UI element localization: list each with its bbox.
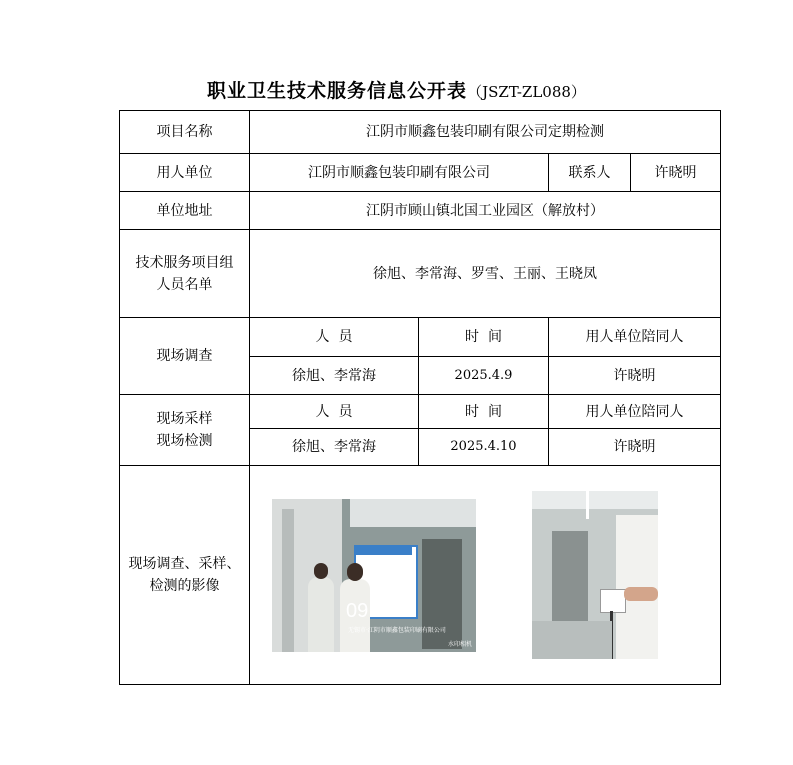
survey-people: 徐旭、李常海 [250, 357, 419, 395]
sampling-label-line1: 现场采样 [156, 411, 213, 427]
project-name-label: 项目名称 [120, 111, 250, 154]
photo1-caption: 无锡市·江阴市顺鑫包装印刷有限公司 [348, 626, 446, 634]
site-survey-photo [272, 499, 476, 652]
employer-label: 用人单位 [120, 154, 250, 192]
sampling-col-escort: 用人单位陪同人 [549, 395, 721, 429]
row-survey-header [120, 318, 721, 357]
survey-col-escort: 用人单位陪同人 [549, 318, 721, 357]
project-name-value: 江阴市顺鑫包装印刷有限公司定期检测 [250, 111, 721, 154]
images-label [120, 466, 250, 685]
address-label: 单位地址 [120, 192, 250, 230]
row-employer [120, 154, 721, 192]
images-label-line1: 现场调查、采样、 [128, 556, 241, 572]
row-project-name [120, 111, 721, 154]
survey-col-time: 时 间 [419, 318, 549, 357]
row-images [120, 466, 721, 685]
survey-label: 现场调查 [120, 318, 250, 395]
survey-time: 2025.4.9 [419, 357, 549, 395]
address-value: 江阴市顾山镇北国工业园区（解放村） [250, 192, 721, 230]
row-team [120, 230, 721, 318]
sampling-col-time: 时 间 [419, 395, 549, 429]
employer-value: 江阴市顺鑫包装印刷有限公司 [250, 154, 549, 192]
team-label-line1: 技术服务项目组 [135, 254, 234, 271]
sampling-label-line2: 现场检测 [156, 433, 213, 449]
site-sampling-photo [532, 491, 658, 659]
survey-escort: 许晓明 [549, 357, 721, 395]
images-label-line2: 检测的影像 [149, 578, 220, 594]
sampling-col-people: 人 员 [250, 395, 419, 429]
images-cell [250, 466, 721, 685]
contact-value: 许晓明 [631, 154, 721, 192]
contact-label: 联系人 [549, 154, 631, 192]
team-label [120, 230, 250, 318]
team-label-line2: 人员名单 [156, 276, 213, 293]
team-value: 徐旭、李常海、罗雪、王丽、王晓凤 [250, 230, 721, 318]
sampling-label [120, 395, 250, 466]
photo1-time: 09:56 [346, 599, 397, 622]
page-title [0, 76, 793, 103]
row-sampling-header [120, 395, 721, 429]
row-address [120, 192, 721, 230]
sampling-people: 徐旭、李常海 [250, 429, 419, 466]
info-table [119, 110, 721, 685]
form-code: （JSZT-ZL088） [467, 83, 586, 101]
photo1-watermark: 水印相机 [448, 640, 473, 648]
survey-col-people: 人 员 [250, 318, 419, 357]
sampling-escort: 许晓明 [549, 429, 721, 466]
title-text: 职业卫生技术服务信息公开表 [207, 80, 468, 102]
sampling-time: 2025.4.10 [419, 429, 549, 466]
